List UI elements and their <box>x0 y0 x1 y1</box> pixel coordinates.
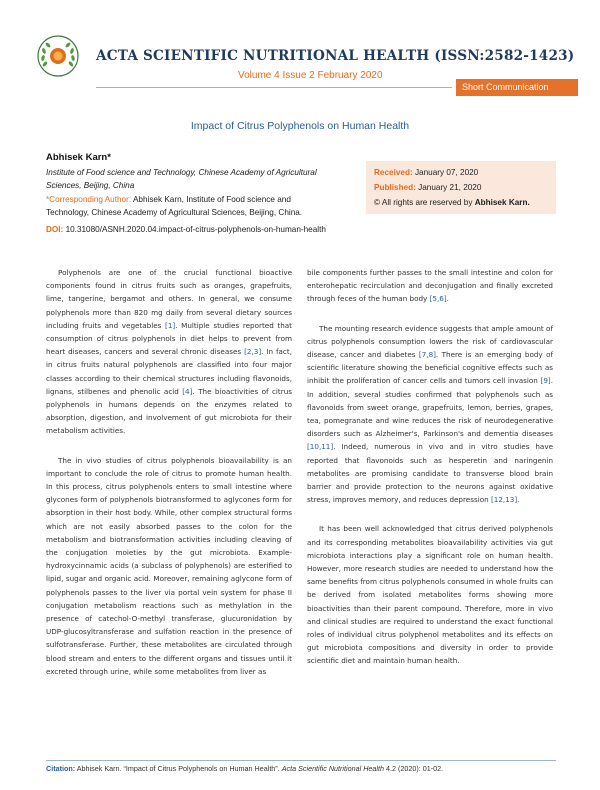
paragraph <box>307 522 553 667</box>
paragraph <box>46 454 292 678</box>
reference-link[interactable]: [1] <box>165 320 176 330</box>
dates-box <box>366 161 556 214</box>
reference-link[interactable]: [4] <box>182 386 193 396</box>
reference-link[interactable]: [5,6] <box>429 294 447 304</box>
doi-label: DOI: <box>46 225 64 234</box>
body-column-left <box>46 266 292 694</box>
reference-link[interactable]: [7,8] <box>418 350 436 360</box>
paragraph-text: . In addition, several studies confirmed that polyphenols such as flavonoids from sweet orange, grapefruits, lemon, berries, grapes, tea, pomegranate and wine reduces the risk of neurodegenerative disorders such as Alzheimer's, Parkinson's and dementia diseases <box>307 376 553 439</box>
reference-link[interactable]: [12,13] <box>490 495 518 505</box>
citation-tail: 4.2 (2020): 01-02. <box>383 764 444 773</box>
citation-journal: Acta Scientific Nutritional Health <box>281 764 384 773</box>
article-type-badge: Short Communication <box>456 79 578 96</box>
corresponding-text: Abhisek Karn, Institute of Food science and Technology, Chinese Academy of Agricultural Sciences, Beijing, China. <box>46 195 303 217</box>
issue-info: Volume 4 Issue 2 February 2020 <box>238 70 383 81</box>
article-title: Impact of Citrus Polyphenols on Human Health <box>190 120 410 132</box>
copyright: © All rights are reserved by Abhisek Karn. <box>374 198 530 207</box>
paragraph-text: . In fact, in citrus fruits natural polyphenols are classified into four major classes according to their chemical structures including flavonoids, lignans, stilbenes and phenolic acid <box>46 347 292 396</box>
paragraph-text: . The bioactivities of citrus polyphenols in humans depends on the enzymes related to absorption, digestion, and involvement of gut microbiota for their metabolism activities. <box>46 386 292 436</box>
paragraph-text: . <box>517 495 520 505</box>
corresponding-author <box>46 193 336 219</box>
citation <box>46 764 443 773</box>
author-affiliation: Institute of Food science and Technology, Chinese Academy of Agricultural Sciences, Beijing, China <box>46 168 317 190</box>
paragraph-text: Polyphenols are one of the crucial functional bioactive components found in citrus fruits such as oranges, grapefruits, lime, tangerine, bergamot and others. In general, we consume polyphenols more than 820 mg daily from several dietary sources including fruits and vegetables <box>46 268 292 330</box>
paragraph-text: The in vivo studies of citrus polyphenols bioavailability is an important to conclude the role of citrus to promote human health. In this process, citrus polyphenols enters to small intestine where glycones form of polyphenols biotransformed to aglycones form for absorption in their host body. While, other complex structural forms which are not easily absorbed passes to the colon for the metabolism and biotransformation activities including cleaving of the conjugation moieties by the gut microbiota. Example- hydroxycinnamic acids (a subclass of polyphenols) are esterified to lipid, sugar and organic acid. Moreover, remaining aglycone form of polyphenols passes to the liver via portal vein system for phase II conjugation metabolism reactions such as methylation in the presence of catechol-O-methyl transferase, glucuronidation by UDP-glucosyltransferase and sulfation reaction in the presence of sulfotransferase. Further, these metabolites are circulated through blood stream and enters to the different organs and tissues until it excreted through urine, while some metabolites from liver as <box>46 455 292 676</box>
citation-label: Citation: <box>46 764 76 773</box>
paragraph-text: The mounting research evidence suggests that ample amount of citrus polyphenols consumption lowers the risk of cardiovascular disease, cancer and diabetes <box>307 323 553 360</box>
author-name: Abhisek Karn* <box>46 152 111 163</box>
paragraph-text: bile components further passes to the small intestine and colon for enterohepatic recirculation and deconjugation and finally excreted through feces of the human body <box>307 268 553 304</box>
journal-title: ACTA SCIENTIFIC NUTRITIONAL HEALTH (ISSN:2582-1423) <box>96 48 575 64</box>
body-column-right <box>307 266 553 684</box>
corresponding-label: *Corresponding Author: <box>46 195 132 204</box>
reference-link[interactable]: [10,11] <box>307 442 334 452</box>
received-date: Received: January 07, 2020 <box>374 168 479 177</box>
reference-link[interactable]: [2,3] <box>244 347 262 357</box>
paragraph-text: . There is an emerging body of scientific literature showing the beneficial cognitive effects such as inhibit the proliferation of cancer cells and tumors cell invasion <box>307 350 554 386</box>
paragraph <box>307 322 553 507</box>
paragraph <box>46 266 292 438</box>
doi <box>46 223 336 236</box>
paragraph-text: . Indeed, numerous in vivo and in vitro studies have reported that flavonoids such as hesperetin and naringenin metabolites are promising candidate to transverse blood brain barrier and provide protection to the neurons against oxidative stress, improves memory, and reduces depression <box>307 442 553 505</box>
paragraph-text: . <box>446 294 449 304</box>
laurel-wreath-icon <box>36 34 80 78</box>
doi-link[interactable]: 10.31080/ASNH.2020.04.impact-of-citrus-polyphenols-on-human-health <box>63 225 326 234</box>
paragraph-text: It has been well acknowledged that citrus derived polyphenols and its corresponding metabolites bioavailability activities via gut microbiota interactions play a significant role on human health. However, more research studies are needed to understand how the same benefits from citrus polyphenols consumed in whole fruits can be derived from isolated metabolites forms showing more bioactivities than their parent compound. Therefore, more in vivo and clinical studies are required to understand the exact functional roles of individual citrus polyphenol metabolites and its effects on gut microbiota compositions and diversity in order to provide scientific diet and maintain human health. <box>307 524 553 666</box>
reference-link[interactable]: [9] <box>540 376 551 386</box>
header-divider <box>96 87 452 88</box>
paragraph-text: . Multiple studies reported that consumption of citrus polyphenols in diet helps to prevent from heart diseases, cancers and several chronic diseases <box>46 320 292 357</box>
citation-text: Abhisek Karn. “Impact of Citrus Polyphenols on Human Health”. <box>75 764 282 773</box>
paragraph <box>307 266 553 306</box>
published-date: Published: January 21, 2020 <box>374 183 482 192</box>
footer-divider <box>46 760 556 761</box>
